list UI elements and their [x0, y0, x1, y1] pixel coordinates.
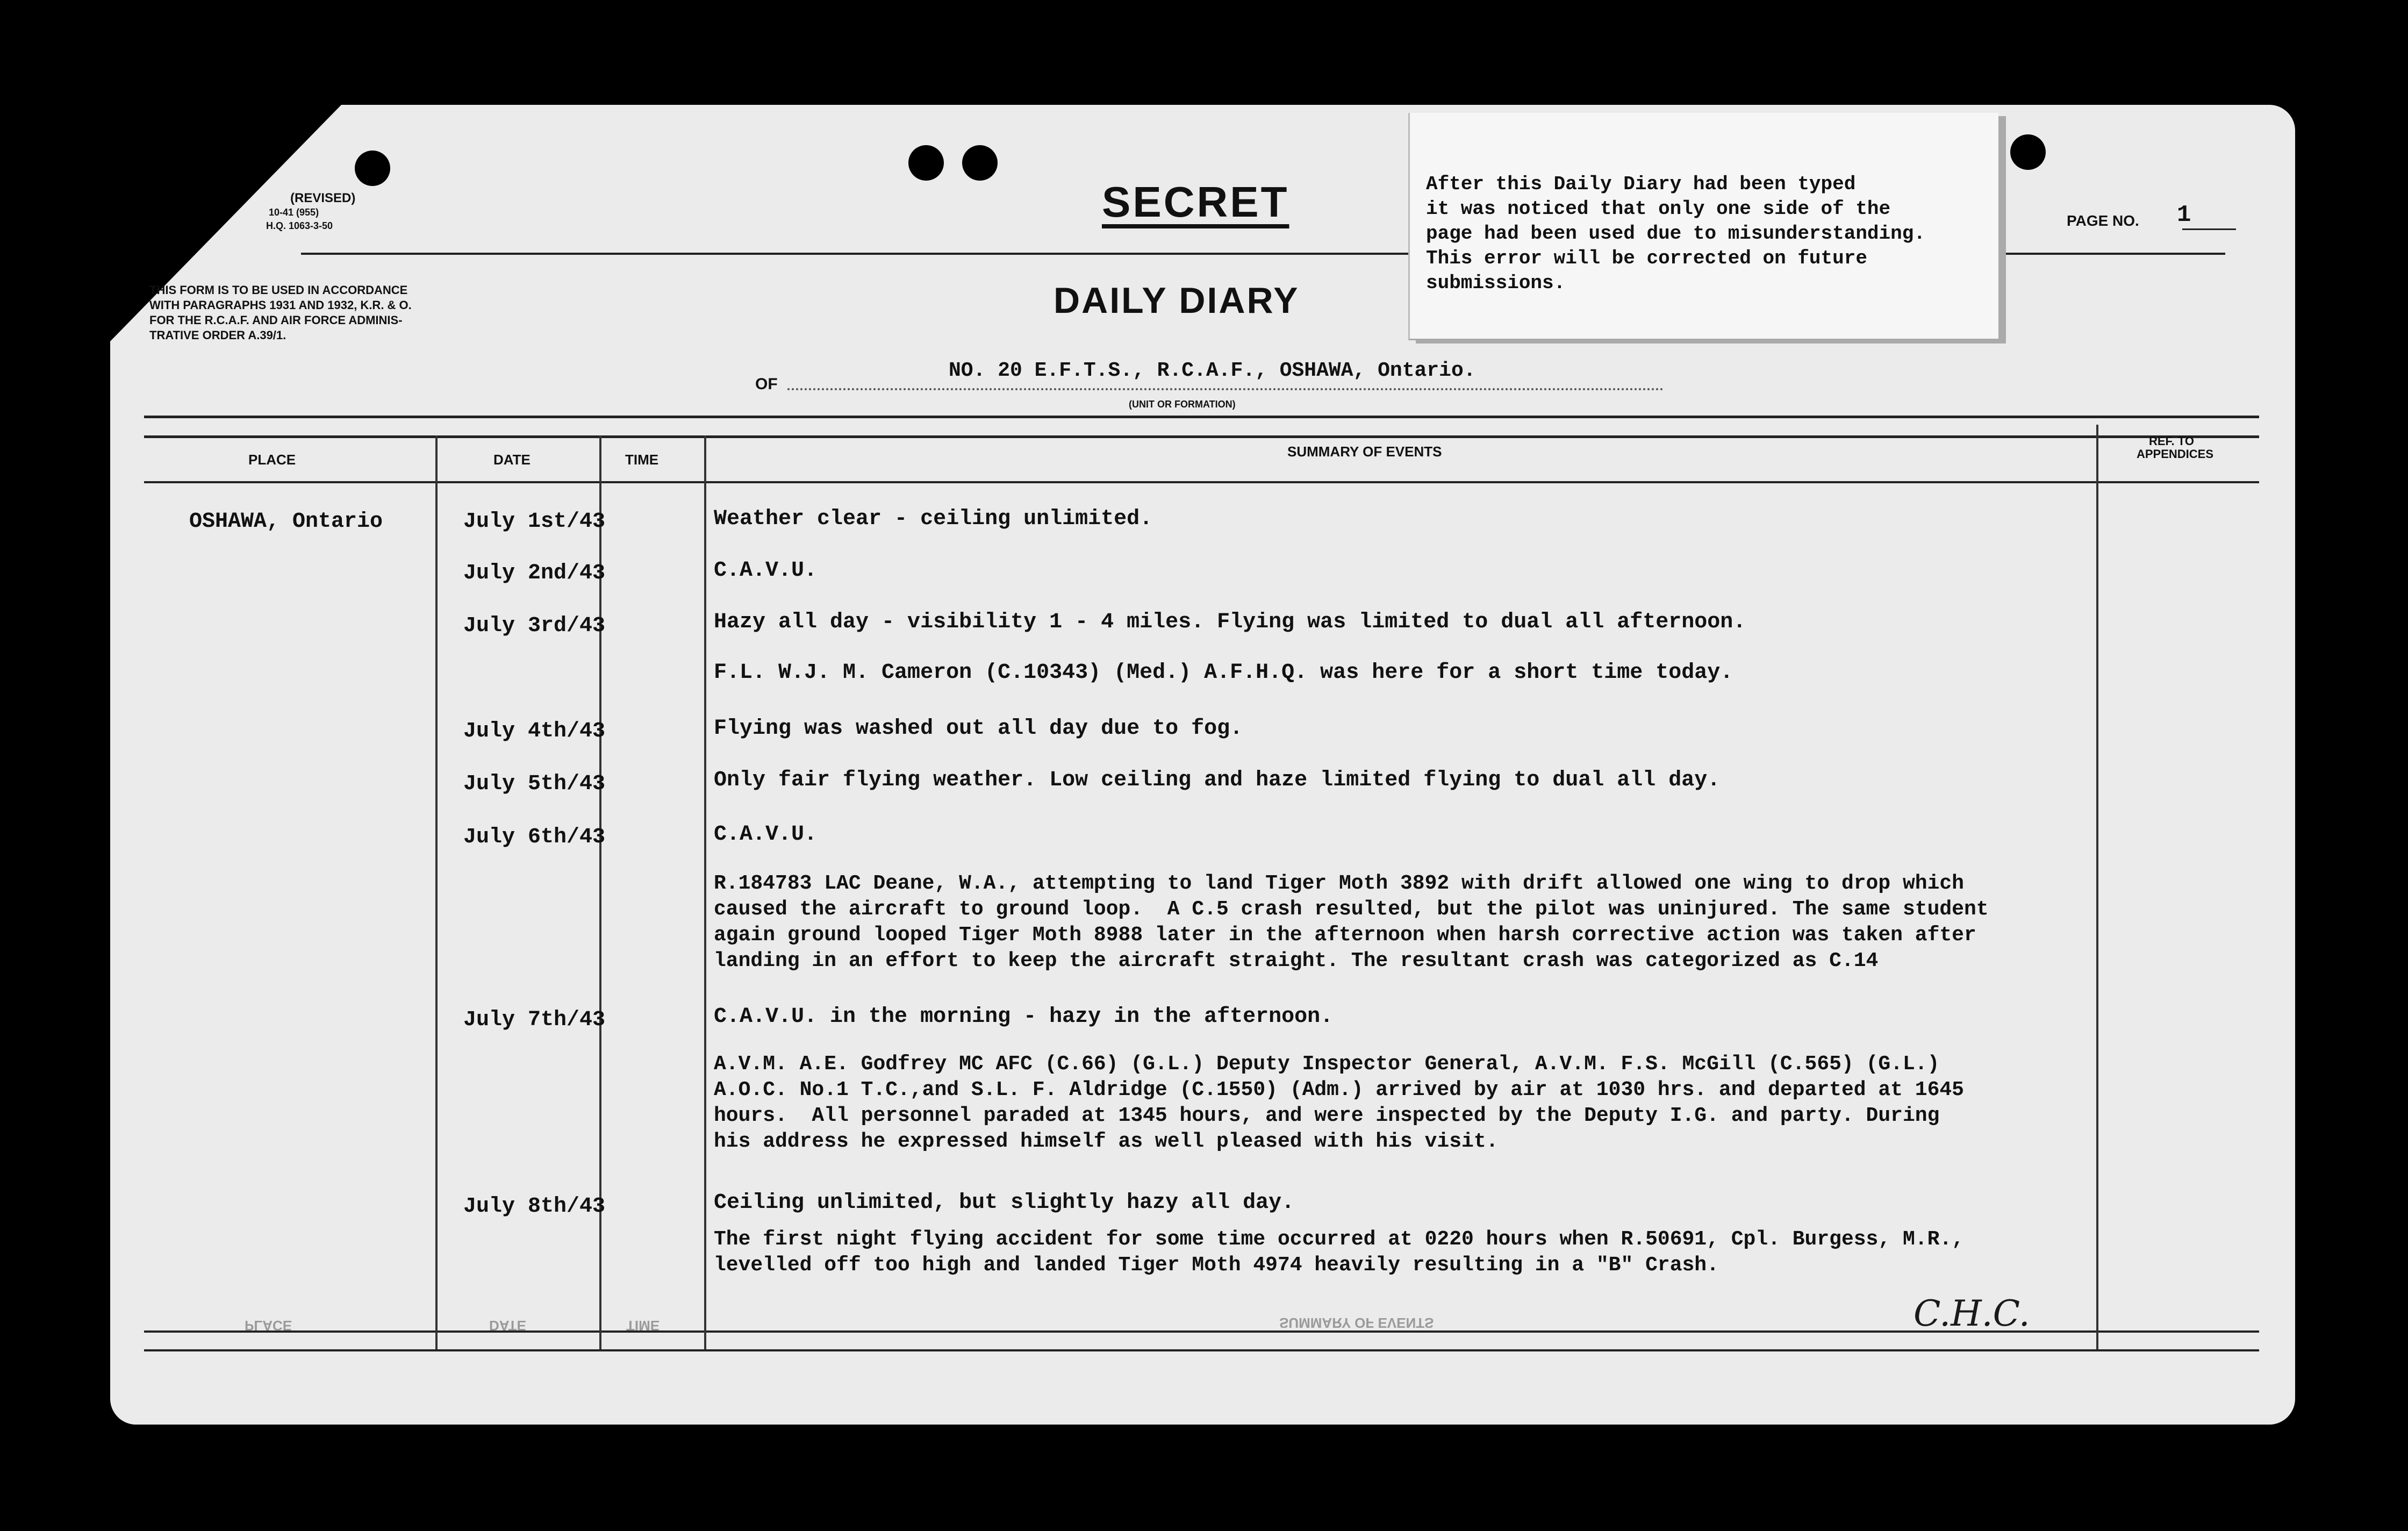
- column-header-time: TIME: [625, 452, 659, 468]
- date-cell: July 3rd/43: [463, 614, 606, 638]
- summary-entry: Only fair flying weather. Low ceiling and haze limited flying to dual all day.: [714, 768, 1721, 792]
- page-label: PAGE NO.: [2067, 212, 2139, 229]
- form-instructions-line: THIS FORM IS TO BE USED IN ACCORDANCE: [149, 283, 408, 297]
- column-divider: [435, 435, 438, 1349]
- summary-entry: A.V.M. A.E. Godfrey MC AFC (C.66) (G.L.) Deputy Inspector General, A.V.M. F.S. McGill (C.565) (G.L.) A.O.C. No.1 T.C.,and S.L. F. Aldridge (C.1550) (Adm.) arrived by air at 1030 hrs. and departed at 1645 hours. All personnel paraded at 1345 hours, and were inspected by the Deputy I.G. and party. During his address he expressed himself as well pleased with his visit.: [714, 1053, 1964, 1153]
- punch-hole: [355, 151, 390, 186]
- form-code: H.Q. 1063-3-50: [266, 220, 333, 231]
- note-line: it was noticed that only one side of the: [1426, 198, 1891, 220]
- unit-caption: (UNIT OR FORMATION): [1129, 399, 1236, 410]
- form-instructions-line: WITH PARAGRAPHS 1931 AND 1932, K.R. & O.: [149, 298, 412, 312]
- column-header-appendices: REF. TO: [2149, 434, 2194, 448]
- unit-of-label: OF: [755, 375, 778, 393]
- table-top-rule: [144, 416, 2259, 418]
- column-divider: [704, 435, 706, 1349]
- summary-entry: C.A.V.U.: [714, 822, 818, 847]
- summary-entry: Hazy all day - visibility 1 - 4 miles. Flying was limited to dual all afternoon.: [714, 610, 1746, 634]
- punch-hole: [2010, 134, 2046, 170]
- summary-entry: F.L. W.J. M. Cameron (C.10343) (Med.) A.F.H.Q. was here for a short time today.: [714, 661, 1733, 685]
- date-cell: July 8th/43: [463, 1194, 606, 1219]
- classification-stamp: SECRET: [1102, 178, 1289, 226]
- date-cell: July 4th/43: [463, 719, 606, 743]
- bleed-through-label: TIME: [626, 1318, 660, 1334]
- column-header-summary: SUMMARY OF EVENTS: [1287, 443, 1442, 460]
- punch-hole: [908, 145, 944, 181]
- place-cell: OSHAWA, Ontario: [189, 510, 383, 534]
- column-header-place: PLACE: [248, 452, 296, 468]
- table-bottom-rule: [144, 1349, 2259, 1351]
- note-line: submissions.: [1426, 272, 1566, 294]
- unit-name: NO. 20 E.F.T.S., R.C.A.F., OSHAWA, Ontario.: [949, 359, 1476, 382]
- summary-entry: Ceiling unlimited, but slightly hazy all day.: [714, 1191, 1295, 1215]
- table-header-rule: [144, 481, 2259, 483]
- form-instructions-line: FOR THE R.C.A.F. AND AIR FORCE ADMINIS-: [149, 313, 403, 327]
- bleed-through-label: PLACE: [245, 1318, 292, 1334]
- punch-hole: [962, 145, 998, 181]
- unit-dotted-line: [787, 388, 1664, 390]
- summary-entry: Weather clear - ceiling unlimited.: [714, 507, 1153, 531]
- bleed-through-label: SUMMARY OF EVENTS: [1279, 1315, 1434, 1331]
- summary-entry: C.A.V.U. in the morning - hazy in the afternoon.: [714, 1005, 1334, 1029]
- bleed-through-label: DATE: [489, 1318, 526, 1334]
- summary-entry: The first night flying accident for some time occurred at 0220 hours when R.50691, Cpl. Burgess, M.R., levelled off too high and landed Tiger Moth 4974 heavily resulting in a "B" Crash.: [714, 1228, 1964, 1277]
- date-cell: July 1st/43: [463, 510, 606, 534]
- summary-entry: C.A.V.U.: [714, 559, 818, 583]
- signature-initials: C.H.C.: [1914, 1293, 2030, 1334]
- page-title: DAILY DIARY: [1054, 280, 1300, 321]
- form-instructions-line: TRATIVE ORDER A.39/1.: [149, 328, 286, 342]
- page-number: 1: [2177, 202, 2191, 228]
- pasted-correction-note: [1408, 113, 1998, 340]
- form-number: (REVISED): [290, 191, 356, 205]
- column-header-appendices: APPENDICES: [2137, 447, 2214, 461]
- date-cell: July 5th/43: [463, 772, 606, 796]
- note-line: This error will be corrected on future: [1426, 247, 1867, 269]
- page-no-rule: [2182, 228, 2236, 230]
- column-divider: [2096, 425, 2098, 1349]
- column-header-date: DATE: [493, 452, 531, 468]
- form-code: 10-41 (955): [269, 207, 319, 218]
- summary-entry: Flying was washed out all day due to fog.: [714, 717, 1243, 741]
- date-cell: July 6th/43: [463, 825, 606, 849]
- date-cell: July 7th/43: [463, 1008, 606, 1032]
- summary-entry: R.184783 LAC Deane, W.A., attempting to land Tiger Moth 3892 with drift allowed one wing to drop which caused the aircraft to ground loop. A C.5 crash resulted, but the pilot was uninjured. The same student again ground looped Tiger Moth 8988 later in the afternoon when harsh corrective action was taken after landing in an effort to keep the aircraft straight. The resultant crash was categorized as C.14: [714, 872, 1989, 972]
- note-line: After this Daily Diary had been typed: [1426, 173, 1856, 195]
- table-top-rule: [144, 435, 2259, 438]
- note-line: page had been used due to misunderstanding.: [1426, 223, 1925, 245]
- date-cell: July 2nd/43: [463, 561, 606, 585]
